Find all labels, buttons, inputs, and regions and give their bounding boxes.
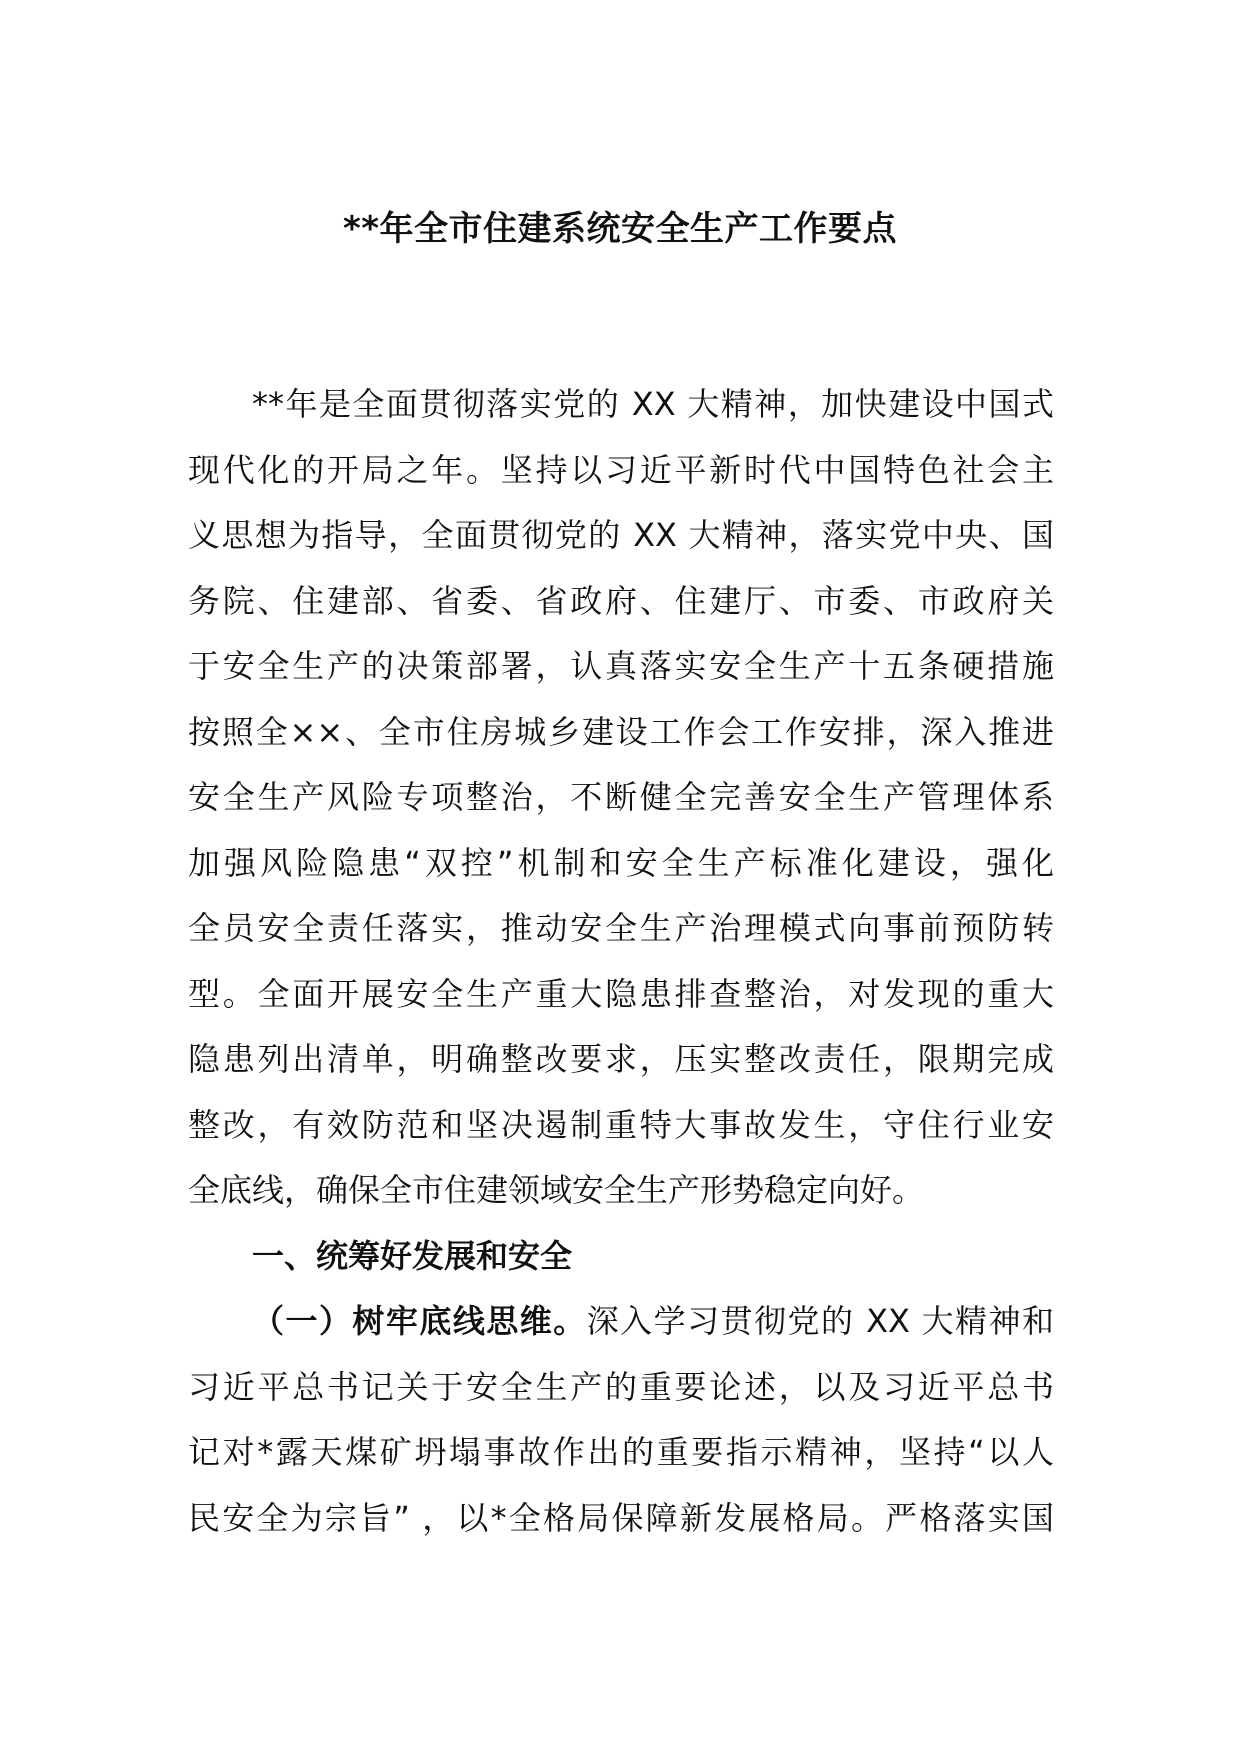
intro-line-5: 于安全生产的决策部署，认真落实安全生产十五条硬措施 (188, 647, 1054, 685)
intro-line-6: 按照全××、全市住房城乡建设工作会工作安排，深入推进 (188, 712, 1054, 751)
subsection-1-line-2: 习近平总书记关于安全生产的重要论述，以及习近平总书 (188, 1367, 1054, 1406)
subsection-1-line-4: 民安全为宗旨” ，以*全格局保障新发展格局。严格落实国 (188, 1498, 1054, 1537)
section-heading-1: 一、统筹好发展和安全 (252, 1236, 573, 1275)
subsection-1-line-3: 记对*露天煤矿坍塌事故作出的重要指示精神，坚持“以人 (188, 1433, 1054, 1471)
intro-line-7: 安全生产风险专项整治，不断健全完善安全生产管理体系 (188, 778, 1054, 816)
intro-line-9: 全员安全责任落实，推动安全生产治理模式向事前预防转 (188, 909, 1054, 947)
intro-line-8: 加强风险隐患“双控”机制和安全生产标准化建设，强化 (188, 843, 1054, 882)
intro-line-2: 现代化的开局之年。坚持以习近平新时代中国特色社会主 (188, 450, 1054, 489)
subsection-1-first-line-text: 深入学习贯彻党的 XX 大精神和 (586, 1302, 1054, 1340)
intro-line-1: **年是全面贯彻落实党的 XX 大精神，加快建设中国式 (252, 385, 1054, 423)
document-title: **年全市住建系统安全生产工作要点 (342, 209, 898, 249)
intro-line-10: 型。全面开展安全生产重大隐患排查整治，对发现的重大 (188, 974, 1054, 1013)
intro-line-3: 义思想为指导，全面贯彻党的 XX 大精神，落实党中央、国 (188, 516, 1054, 554)
intro-line-12: 整改，有效防范和坚决遏制重特大事故发生，守住行业安 (188, 1105, 1054, 1144)
intro-line-11: 隐患列出清单，明确整改要求，压实整改责任，限期完成 (188, 1040, 1054, 1078)
document-body (188, 372, 1054, 1551)
intro-line-4: 务院、住建部、省委、省政府、住建厅、市委、市政府关 (188, 581, 1054, 620)
subsection-1-first-line (188, 1289, 1054, 1355)
subsection-1-label: （一）树牢底线思维。 (252, 1302, 587, 1340)
intro-line-13: 全底线，确保全市住建领域安全生产形势稳定向好。 (188, 1171, 925, 1209)
